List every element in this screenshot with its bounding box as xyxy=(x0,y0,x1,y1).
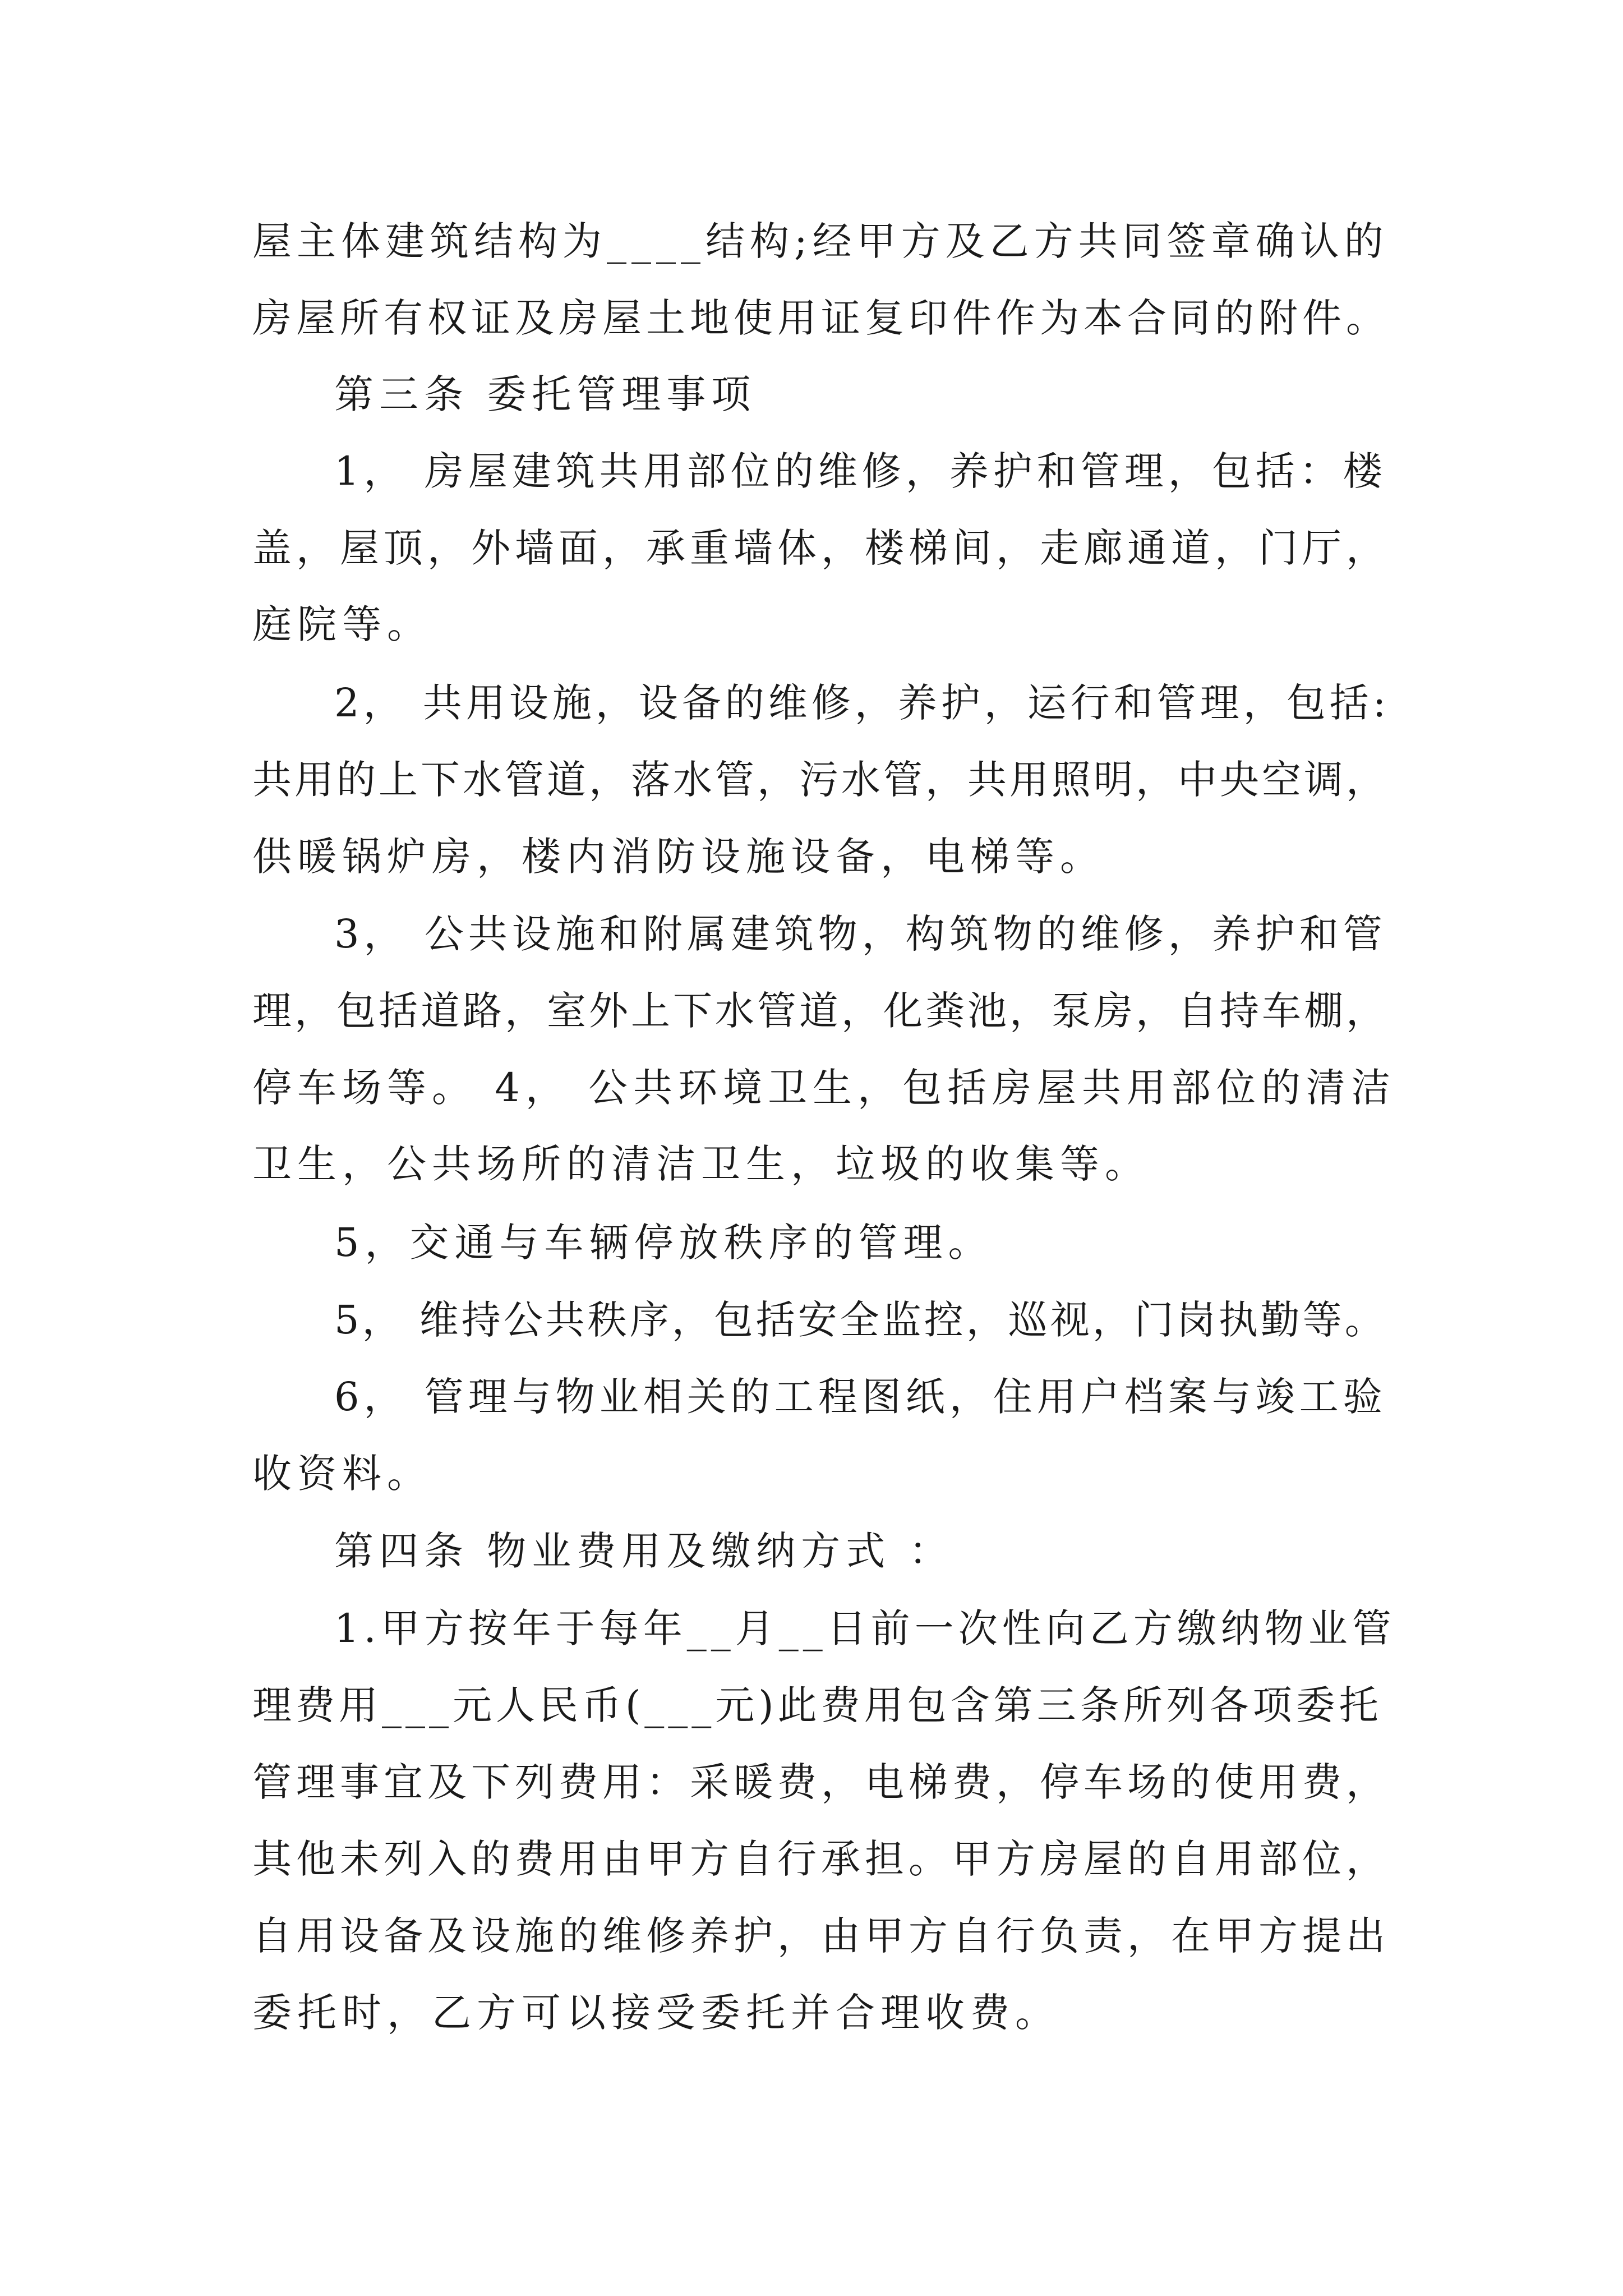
text-line: 理，包括道路，室外上下水管道，化粪池，泵房，自持车棚， xyxy=(252,988,1388,1034)
text-line: 理费用___元人民币(___元)此费用包含第三条所列各项委托 xyxy=(252,1682,1382,1728)
text-line: 5， 维持公共秩序，包括安全监控，巡视，门岗执勤等。 xyxy=(334,1297,1387,1343)
text-line: 共用的上下水管道，落水管，污水管，共用照明，中央空调， xyxy=(252,757,1388,803)
text-line: 1， 房屋建筑共用部位的维修，养护和管理，包括：楼 xyxy=(334,448,1387,494)
text-line: 房屋所有权证及房屋土地使用证复印件作为本合同的附件。 xyxy=(252,295,1390,341)
section-heading: 第四条 物业费用及缴纳方式 ： xyxy=(334,1528,954,1574)
text-line: 屋主体建筑结构为____结构;经甲方及乙方共同签章确认的 xyxy=(252,218,1389,264)
text-line: 收资料。 xyxy=(252,1451,432,1497)
text-line: 2， 共用设施，设备的维修，养护，运行和管理，包括: xyxy=(334,680,1390,726)
text-line: 3， 公共设施和附属建筑物，构筑物的维修，养护和管 xyxy=(334,911,1387,957)
text-line: 6， 管理与物业相关的工程图纸，住用户档案与竣工验 xyxy=(334,1374,1387,1420)
text-line: 盖，屋顶，外墙面，承重墙体，楼梯间，走廊通道，门厅， xyxy=(252,525,1390,571)
text-line: 其他未列入的费用由甲方自行承担。甲方房屋的自用部位， xyxy=(252,1836,1390,1882)
text-line: 供暖锅炉房，楼内消防设施设备，电梯等。 xyxy=(252,834,1105,880)
section-heading: 第三条 委托管理事项 xyxy=(334,371,757,417)
text-line: 5，交通与车辆停放秩序的管理。 xyxy=(334,1220,993,1266)
text-line: 管理事宜及下列费用：采暖费，电梯费，停车场的使用费， xyxy=(252,1759,1390,1805)
text-line: 卫生，公共场所的清洁卫生，垃圾的收集等。 xyxy=(252,1141,1150,1187)
text-line: 1.甲方按年于每年__月__日前一次性向乙方缴纳物业管 xyxy=(334,1605,1396,1651)
text-line: 委托时，乙方可以接受委托并合理收费。 xyxy=(252,1990,1060,2036)
text-line: 停车场等。 4， 公共环境卫生，包括房屋共用部位的清洁 xyxy=(252,1065,1396,1111)
text-line: 庭院等。 xyxy=(252,601,432,647)
text-line: 自用设备及设施的维修养护，由甲方自行负责，在甲方提出 xyxy=(252,1913,1390,1959)
